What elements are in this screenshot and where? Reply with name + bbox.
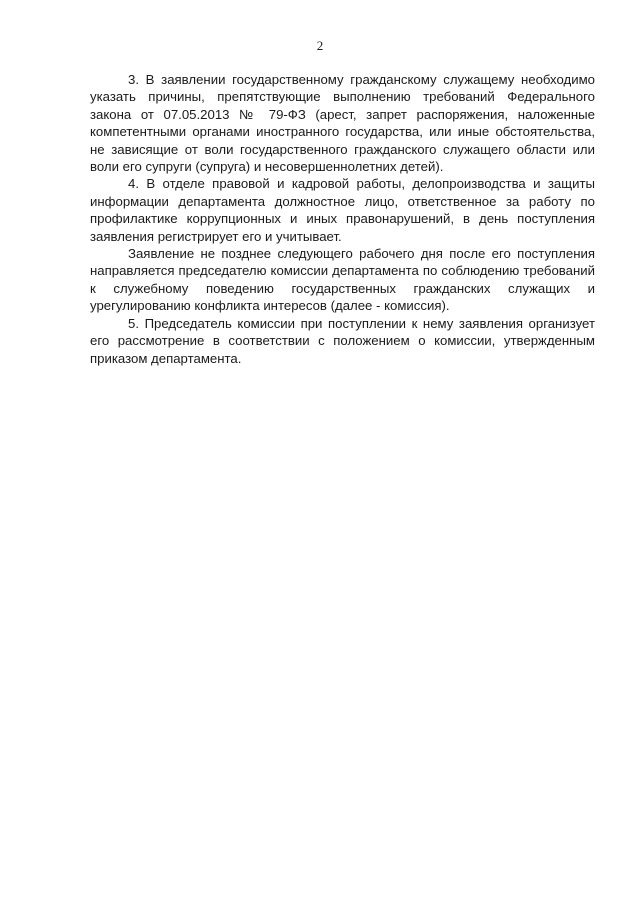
page-number: 2 <box>316 38 324 53</box>
paragraph-4-continued: Заявление не позднее следующего рабочего дня после его поступления направляется председателю комиссии департамента по соблюдению требований к служебному поведению государственных гражданских служащих и урегулированию конфликта интересов (далее - комиссия). <box>90 246 595 314</box>
paragraph-5: 5. Председатель комиссии при поступлении к нему заявления организует его рассмотрение в соответствии с положением о комиссии, утвержденным приказом департамента. <box>90 315 595 366</box>
document-body <box>90 71 595 367</box>
paragraph-3: 3. В заявлении государственному гражданскому служащему необходимо указать причины, препятствующие выполнению требований Федерального закона от 07.05.2013 № 79-ФЗ (арест, запрет распоряжения, наложенные компетентными органами иностранного государства, или иные обстоятельства, не зависящие от воли государственного гражданского служащего области или воли его супруги (супруга) и несовершеннолетних детей). <box>90 72 595 175</box>
paragraph-4: 4. В отделе правовой и кадровой работы, делопроизводства и защиты информации департамента должностное лицо, ответственное за работу по профилактике коррупционных и иных правонарушений, в день поступления заявления регистрирует его и учитывает. <box>90 176 595 244</box>
